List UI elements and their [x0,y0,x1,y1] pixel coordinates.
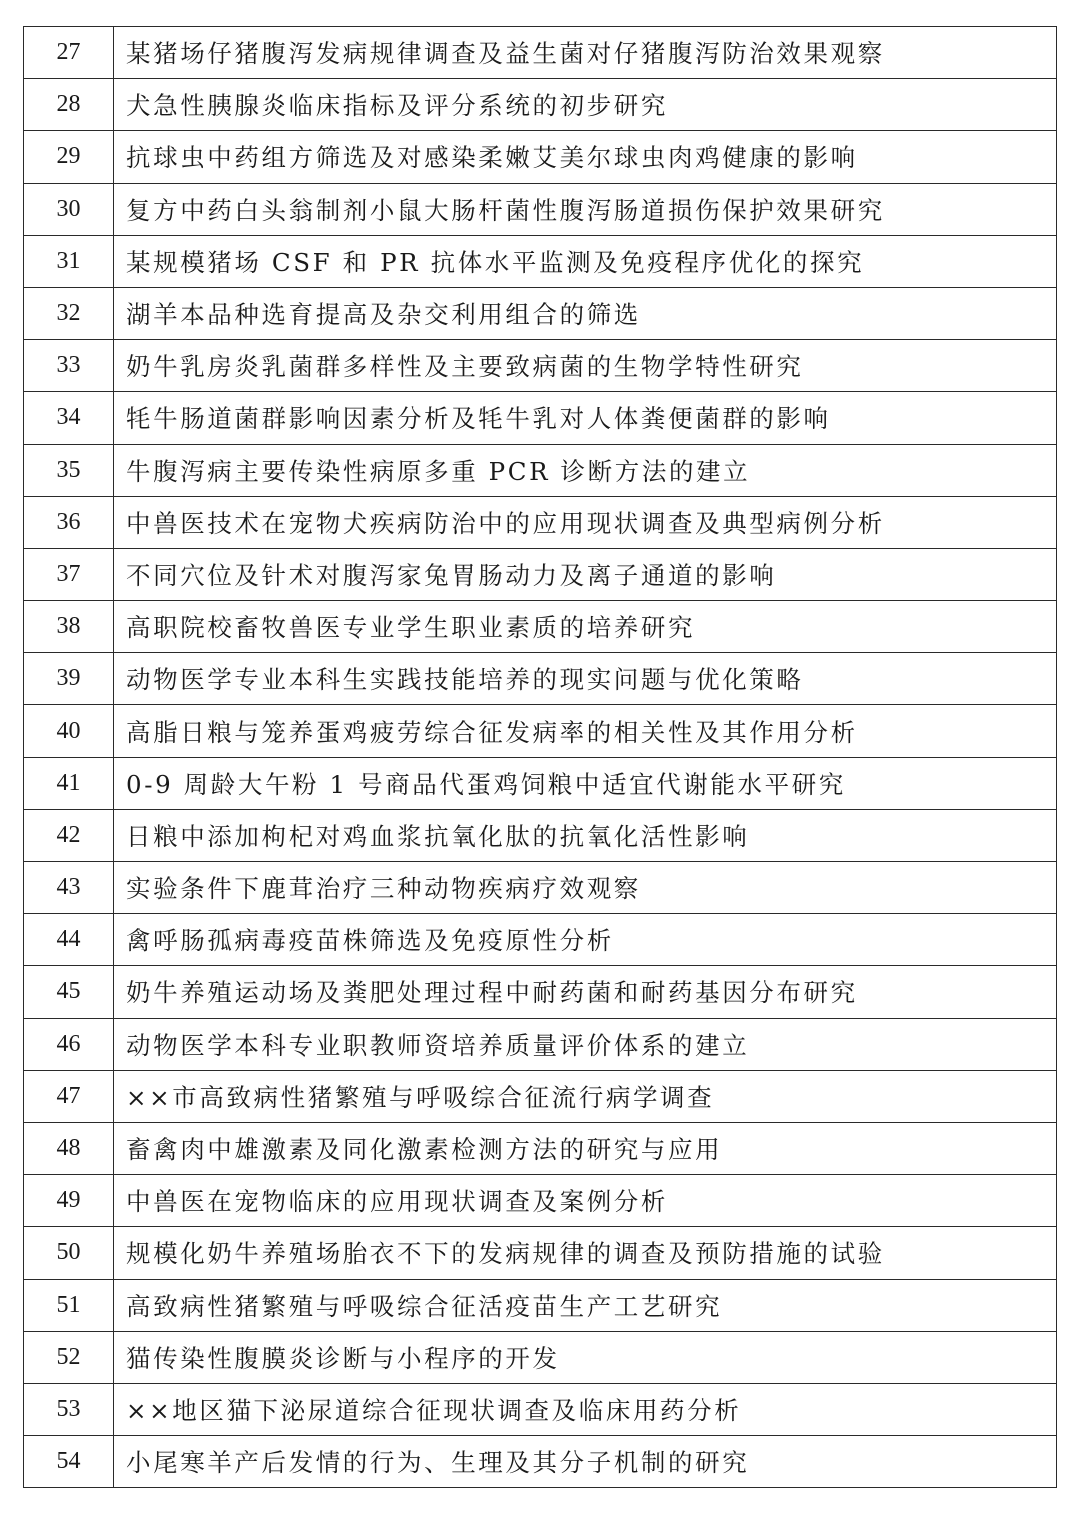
table-row [24,79,1057,131]
row-title: 实验条件下鹿茸治疗三种动物疾病疗效观察 [114,862,1057,914]
table-row [24,757,1057,809]
row-number: 27 [24,27,114,79]
row-number: 29 [24,131,114,183]
table-row [24,183,1057,235]
row-title: 不同穴位及针术对腹泻家兔胃肠动力及离子通道的影响 [114,548,1057,600]
row-number: 42 [24,809,114,861]
row-number: 54 [24,1436,114,1488]
row-number: 30 [24,183,114,235]
row-number: 36 [24,496,114,548]
table-row [24,809,1057,861]
row-title: 小尾寒羊产后发情的行为、生理及其分子机制的研究 [114,1436,1057,1488]
row-number: 43 [24,862,114,914]
table-row [24,131,1057,183]
row-title: 禽呼肠孤病毒疫苗株筛选及免疫原性分析 [114,914,1057,966]
row-title: 畜禽肉中雄激素及同化激素检测方法的研究与应用 [114,1122,1057,1174]
row-title: 动物医学本科专业职教师资培养质量评价体系的建立 [114,1018,1057,1070]
table-row [24,705,1057,757]
row-number: 50 [24,1227,114,1279]
row-title: 高脂日粮与笼养蛋鸡疲劳综合征发病率的相关性及其作用分析 [114,705,1057,757]
row-number: 46 [24,1018,114,1070]
table-row [24,1383,1057,1435]
row-number: 41 [24,757,114,809]
row-number: 28 [24,79,114,131]
row-title: 抗球虫中药组方筛选及对感染柔嫩艾美尔球虫肉鸡健康的影响 [114,131,1057,183]
row-number: 34 [24,392,114,444]
row-title: 猫传染性腹膜炎诊断与小程序的开发 [114,1331,1057,1383]
table-row [24,601,1057,653]
table-row [24,235,1057,287]
row-number: 37 [24,548,114,600]
topic-table [23,26,1057,1488]
row-title: 犬急性胰腺炎临床指标及评分系统的初步研究 [114,79,1057,131]
row-title: 高致病性猪繁殖与呼吸综合征活疫苗生产工艺研究 [114,1279,1057,1331]
row-title: 规模化奶牛养殖场胎衣不下的发病规律的调查及预防措施的试验 [114,1227,1057,1279]
row-number: 32 [24,287,114,339]
row-number: 33 [24,340,114,392]
row-number: 44 [24,914,114,966]
table-row [24,653,1057,705]
table-row [24,1122,1057,1174]
row-title: 中兽医在宠物临床的应用现状调查及案例分析 [114,1175,1057,1227]
row-title: ××地区猫下泌尿道综合征现状调查及临床用药分析 [114,1383,1057,1435]
table-row [24,444,1057,496]
row-title: 高职院校畜牧兽医专业学生职业素质的培养研究 [114,601,1057,653]
row-title: 中兽医技术在宠物犬疾病防治中的应用现状调查及典型病例分析 [114,496,1057,548]
table-row [24,1331,1057,1383]
table-row [24,966,1057,1018]
table-row [24,1227,1057,1279]
row-number: 31 [24,235,114,287]
table-row [24,1279,1057,1331]
row-number: 39 [24,653,114,705]
row-title: 某规模猪场 CSF 和 PR 抗体水平监测及免疫程序优化的探究 [114,235,1057,287]
table-row [24,392,1057,444]
row-number: 49 [24,1175,114,1227]
row-title: ××市高致病性猪繁殖与呼吸综合征流行病学调查 [114,1070,1057,1122]
row-title: 奶牛乳房炎乳菌群多样性及主要致病菌的生物学特性研究 [114,340,1057,392]
table-row [24,496,1057,548]
row-number: 40 [24,705,114,757]
row-title: 某猪场仔猪腹泻发病规律调查及益生菌对仔猪腹泻防治效果观察 [114,27,1057,79]
table-row [24,1175,1057,1227]
row-number: 47 [24,1070,114,1122]
topic-table-body [24,27,1057,1488]
table-row [24,862,1057,914]
row-title: 0-9 周龄大午粉 1 号商品代蛋鸡饲粮中适宜代谢能水平研究 [114,757,1057,809]
row-title: 动物医学专业本科生实践技能培养的现实问题与优化策略 [114,653,1057,705]
table-row [24,27,1057,79]
table-row [24,287,1057,339]
row-title: 奶牛养殖运动场及粪肥处理过程中耐药菌和耐药基因分布研究 [114,966,1057,1018]
row-title: 牦牛肠道菌群影响因素分析及牦牛乳对人体粪便菌群的影响 [114,392,1057,444]
table-row [24,914,1057,966]
row-title: 湖羊本品种选育提高及杂交利用组合的筛选 [114,287,1057,339]
table-row [24,340,1057,392]
row-number: 52 [24,1331,114,1383]
table-row [24,1436,1057,1488]
row-number: 48 [24,1122,114,1174]
table-row [24,1018,1057,1070]
row-title: 日粮中添加枸杞对鸡血浆抗氧化肽的抗氧化活性影响 [114,809,1057,861]
row-number: 35 [24,444,114,496]
row-number: 53 [24,1383,114,1435]
row-title: 牛腹泻病主要传染性病原多重 PCR 诊断方法的建立 [114,444,1057,496]
row-number: 45 [24,966,114,1018]
row-number: 51 [24,1279,114,1331]
row-title: 复方中药白头翁制剂小鼠大肠杆菌性腹泻肠道损伤保护效果研究 [114,183,1057,235]
table-row [24,548,1057,600]
row-number: 38 [24,601,114,653]
table-row [24,1070,1057,1122]
